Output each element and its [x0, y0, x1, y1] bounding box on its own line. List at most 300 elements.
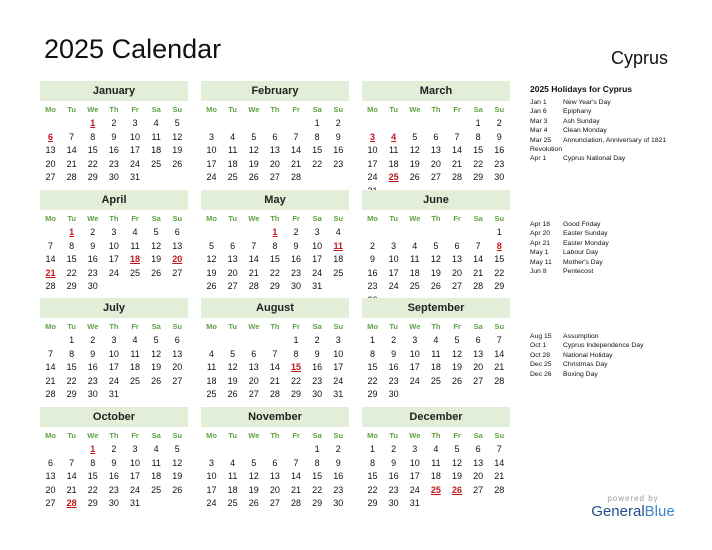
day-cell: 2: [370, 240, 376, 251]
day-cell: 18: [151, 471, 162, 482]
day-cell: 15: [66, 254, 77, 265]
day-cell: 4: [391, 131, 397, 142]
week-row: [201, 171, 349, 185]
month-header: November: [201, 407, 349, 427]
day-cell: 30: [291, 281, 302, 292]
day-cell: 18: [430, 471, 441, 482]
day-cell: 19: [227, 375, 238, 386]
week-row: [362, 348, 510, 362]
day-cell: 26: [172, 158, 183, 169]
week-row: [40, 484, 188, 498]
day-cell: 20: [248, 375, 259, 386]
day-cell: 31: [333, 389, 344, 400]
day-cell: 23: [494, 158, 505, 169]
day-cell: 30: [388, 498, 399, 509]
week-row: [362, 131, 510, 145]
month-header: August: [201, 298, 349, 318]
day-cell: 8: [69, 348, 75, 359]
weekday-label: Fr: [131, 214, 139, 223]
holiday-date: May 11: [530, 258, 552, 266]
day-cell: 18: [409, 267, 420, 278]
day-cell: 27: [45, 498, 56, 509]
day-cell: [243, 334, 264, 348]
weekday-label: Mo: [45, 431, 56, 440]
day-cell: [146, 171, 167, 185]
day-cell: 13: [269, 471, 280, 482]
day-cell: 3: [209, 457, 215, 468]
holiday-item: [530, 370, 700, 379]
weekday-label: Sa: [312, 214, 322, 223]
day-cell: 30: [388, 389, 399, 400]
weekday-label: We: [248, 322, 260, 331]
day-cell: 14: [452, 145, 463, 156]
weekday-label: Sa: [151, 322, 161, 331]
weekday-label: Sa: [473, 431, 483, 440]
weekday-row: [201, 319, 349, 334]
day-cell: [362, 226, 383, 240]
day-cell: 2: [90, 227, 96, 237]
day-cell: 9: [111, 131, 117, 142]
day-cell: 6: [48, 457, 54, 468]
month-march: [362, 81, 510, 199]
day-cell: 15: [367, 362, 378, 373]
weekday-row: [40, 102, 188, 117]
brand-logo: [588, 494, 678, 520]
week-row: [40, 240, 188, 254]
day-cell: 2: [496, 118, 502, 128]
day-cell: [167, 497, 188, 511]
month-header: January: [40, 81, 188, 101]
day-cell: 29: [312, 498, 323, 509]
weekday-label: Fr: [453, 322, 461, 331]
day-cell: 27: [248, 389, 259, 400]
day-cell: 7: [293, 131, 299, 142]
day-cell: 18: [388, 158, 399, 169]
day-cell: 15: [367, 471, 378, 482]
weekday-label: Sa: [151, 214, 161, 223]
week-row: [40, 497, 188, 511]
day-cell: 22: [66, 267, 77, 278]
weekday-label: We: [409, 214, 421, 223]
holiday-date: Apr 1: [530, 155, 547, 163]
day-cell: [125, 280, 146, 294]
weekday-label: Fr: [292, 105, 300, 114]
week-row: [362, 388, 510, 402]
day-cell: 15: [66, 362, 77, 373]
day-cell: 4: [433, 444, 439, 454]
day-cell: 24: [130, 484, 141, 495]
day-cell: 7: [251, 240, 257, 251]
month-header: September: [362, 298, 510, 318]
weekday-label: Sa: [312, 431, 322, 440]
holiday-item: [530, 248, 700, 257]
day-cell: [201, 226, 222, 240]
day-cell: 12: [452, 457, 463, 468]
day-cell: [146, 280, 167, 294]
weekday-label: Mo: [206, 322, 217, 331]
weekday-label: Su: [172, 105, 183, 114]
holiday-name: Boxing Day: [563, 370, 598, 378]
day-cell: 2: [314, 335, 320, 345]
day-cell: 17: [130, 145, 141, 156]
day-cell: 11: [130, 348, 140, 359]
day-cell: 12: [172, 457, 183, 468]
day-cell: 12: [452, 348, 463, 359]
weekday-label: Tu: [67, 105, 76, 114]
day-cell: 17: [108, 254, 119, 265]
holiday-item: [530, 351, 700, 360]
holiday-date: Mar 4: [530, 127, 548, 135]
day-cell: 13: [473, 348, 484, 359]
month-may: [201, 190, 349, 294]
weekday-label: Th: [109, 214, 119, 223]
day-cell: [383, 226, 404, 240]
day-cell: 16: [108, 145, 119, 156]
day-cell: 9: [314, 348, 320, 359]
day-cell: 27: [452, 281, 463, 292]
day-cell: [40, 334, 61, 348]
day-cell: 17: [333, 362, 344, 373]
day-cell: 17: [409, 471, 420, 482]
day-cell: 7: [496, 335, 502, 345]
day-cell: 16: [291, 254, 302, 265]
day-cell: [167, 171, 188, 185]
day-cell: 27: [473, 484, 484, 495]
day-cell: 22: [87, 158, 98, 169]
day-cell: 31: [312, 281, 323, 292]
day-cell: [146, 497, 167, 511]
week-row: [40, 375, 188, 389]
day-cell: 4: [132, 227, 138, 237]
week-row: [201, 443, 349, 457]
day-cell: 14: [45, 254, 56, 265]
weekday-label: Mo: [367, 214, 378, 223]
day-cell: 19: [452, 471, 463, 482]
week-row: [201, 131, 349, 145]
holiday-date: Oct 1: [530, 342, 547, 350]
day-cell: 13: [45, 145, 56, 156]
holiday-date: Oct 28: [530, 351, 551, 359]
day-cell: 8: [272, 240, 278, 251]
day-cell: 9: [391, 457, 397, 468]
weekday-label: We: [87, 431, 99, 440]
day-cell: [425, 117, 446, 131]
day-cell: 6: [174, 335, 180, 345]
weekday-label: We: [87, 322, 99, 331]
day-cell: 29: [66, 389, 77, 400]
weekday-label: Su: [172, 322, 183, 331]
holiday-name: Easter Monday: [563, 239, 609, 247]
week-row: [40, 253, 188, 267]
day-cell: 25: [130, 375, 141, 386]
day-cell: [307, 171, 328, 185]
day-cell: 3: [335, 335, 341, 345]
day-cell: 28: [473, 281, 484, 292]
day-cell: [222, 443, 243, 457]
day-cell: 22: [269, 267, 280, 278]
day-cell: 19: [206, 267, 217, 278]
day-cell: 18: [130, 254, 141, 265]
holiday-name: Cyprus National Day: [563, 155, 626, 163]
weekday-label: Su: [172, 431, 183, 440]
week-row: [362, 484, 510, 498]
weekday-label: Mo: [206, 431, 217, 440]
day-cell: 27: [473, 375, 484, 386]
day-cell: 14: [66, 145, 77, 156]
holiday-date: Jan 6: [530, 108, 547, 116]
holiday-name: Easter Sunday: [563, 230, 608, 238]
day-cell: 1: [370, 444, 376, 454]
holiday-item: [530, 136, 700, 145]
month-june: [362, 190, 510, 308]
week-row: [40, 388, 188, 402]
day-cell: 21: [291, 484, 302, 495]
day-cell: 29: [87, 498, 98, 509]
day-cell: 10: [108, 240, 119, 251]
holiday-date: Mar 3: [530, 117, 548, 125]
holiday-name: Epiphany: [563, 108, 592, 116]
month-header: March: [362, 81, 510, 101]
day-cell: 6: [251, 348, 257, 359]
week-row: [362, 158, 510, 172]
day-cell: 23: [87, 267, 98, 278]
day-cell: 4: [153, 444, 159, 454]
day-cell: [167, 388, 188, 402]
weekday-label: Fr: [292, 214, 300, 223]
weekday-label: Su: [494, 214, 505, 223]
weekday-label: We: [87, 105, 99, 114]
day-cell: 2: [111, 118, 117, 128]
week-row: [201, 226, 349, 240]
day-cell: 12: [248, 145, 259, 156]
day-cell: 1: [475, 118, 481, 128]
day-cell: 10: [130, 131, 141, 142]
day-cell: 30: [333, 498, 344, 509]
day-cell: 26: [452, 375, 463, 386]
holiday-item: [530, 107, 700, 116]
weekday-label: We: [409, 322, 421, 331]
day-cell: 29: [87, 172, 98, 183]
day-cell: 12: [206, 254, 217, 265]
day-cell: 9: [391, 348, 397, 359]
day-cell: 10: [367, 145, 378, 156]
weekday-label: Tu: [228, 431, 237, 440]
day-cell: 19: [430, 267, 441, 278]
day-cell: 9: [90, 348, 96, 359]
day-cell: 7: [496, 444, 502, 454]
week-row: [362, 226, 510, 240]
day-cell: 12: [248, 471, 259, 482]
weekday-label: Mo: [367, 431, 378, 440]
day-cell: 11: [228, 471, 238, 482]
day-cell: 8: [69, 240, 75, 251]
day-cell: 30: [87, 281, 98, 292]
day-cell: 10: [130, 457, 141, 468]
month-august: [201, 298, 349, 402]
day-cell: 21: [66, 484, 77, 495]
day-cell: [383, 117, 404, 131]
day-cell: 16: [312, 362, 323, 373]
day-cell: 14: [45, 362, 56, 373]
day-cell: 16: [494, 145, 505, 156]
day-cell: 14: [494, 348, 505, 359]
day-cell: 8: [496, 240, 502, 251]
holiday-date: Aug 15: [530, 333, 552, 340]
holiday-name: National Holiday: [563, 351, 613, 359]
weekday-label: Sa: [312, 322, 322, 331]
week-row: [40, 348, 188, 362]
day-cell: 13: [430, 145, 441, 156]
day-cell: 23: [333, 158, 344, 169]
day-cell: 28: [269, 389, 280, 400]
week-row: [201, 158, 349, 172]
weekday-label: Sa: [473, 214, 483, 223]
month-october: [40, 407, 188, 511]
day-cell: 8: [314, 131, 320, 142]
day-cell: 25: [227, 498, 238, 509]
day-cell: 19: [248, 484, 259, 495]
day-cell: 13: [248, 362, 259, 373]
day-cell: 12: [227, 362, 238, 373]
day-cell: 8: [90, 131, 96, 142]
day-cell: 21: [66, 158, 77, 169]
day-cell: 17: [367, 158, 378, 169]
week-row: [40, 280, 188, 294]
week-row: [40, 457, 188, 471]
day-cell: 7: [69, 457, 75, 468]
weekday-label: We: [409, 105, 421, 114]
weekday-label: Th: [431, 322, 441, 331]
day-cell: 10: [108, 348, 119, 359]
day-cell: [489, 388, 510, 402]
day-cell: [40, 226, 61, 240]
day-cell: 10: [409, 457, 420, 468]
month-header: April: [40, 190, 188, 210]
weekday-label: Su: [494, 322, 505, 331]
day-cell: 11: [389, 145, 399, 156]
holiday-name: Good Friday: [563, 221, 601, 228]
day-cell: 11: [130, 240, 140, 251]
weekday-label: Fr: [131, 105, 139, 114]
week-row: [362, 443, 510, 457]
day-cell: 30: [87, 389, 98, 400]
day-cell: 28: [66, 172, 77, 183]
day-cell: 28: [248, 281, 259, 292]
day-cell: 26: [172, 484, 183, 495]
weekday-label: Mo: [45, 322, 56, 331]
weekday-label: Tu: [228, 105, 237, 114]
day-cell: 6: [174, 227, 180, 237]
day-cell: 11: [228, 145, 238, 156]
day-cell: 24: [312, 267, 323, 278]
day-cell: 19: [172, 471, 183, 482]
week-row: [201, 361, 349, 375]
weekday-label: Sa: [151, 431, 161, 440]
day-cell: 3: [132, 444, 138, 454]
day-cell: 16: [87, 362, 98, 373]
day-cell: 25: [388, 172, 399, 183]
day-cell: [404, 117, 425, 131]
month-header: December: [362, 407, 510, 427]
weekday-label: Mo: [367, 322, 378, 331]
day-cell: 6: [272, 457, 278, 468]
day-cell: 30: [108, 172, 119, 183]
day-cell: 23: [291, 267, 302, 278]
day-cell: 26: [206, 281, 217, 292]
day-cell: 26: [430, 281, 441, 292]
day-cell: 6: [454, 240, 460, 251]
holiday-name: Pentecost: [563, 268, 594, 276]
holiday-date: Revolution: [530, 146, 563, 154]
weekday-label: Fr: [131, 322, 139, 331]
day-cell: 26: [452, 484, 463, 495]
day-cell: [201, 443, 222, 457]
day-cell: [286, 443, 307, 457]
holiday-date: Dec 26: [530, 370, 552, 378]
day-cell: [222, 226, 243, 240]
holiday-item: [530, 258, 700, 267]
day-cell: 9: [111, 457, 117, 468]
day-cell: [264, 443, 285, 457]
day-cell: 13: [473, 457, 484, 468]
day-cell: 4: [335, 227, 341, 237]
day-cell: [468, 226, 489, 240]
day-cell: 21: [269, 375, 280, 386]
day-cell: 21: [494, 362, 505, 373]
weekday-label: Tu: [389, 105, 398, 114]
day-cell: 8: [293, 348, 299, 359]
weekday-label: Tu: [389, 322, 398, 331]
day-cell: [447, 117, 468, 131]
day-cell: 23: [388, 375, 399, 386]
week-row: [362, 253, 510, 267]
day-cell: 15: [291, 362, 302, 373]
day-cell: 28: [45, 389, 56, 400]
day-cell: 16: [333, 471, 344, 482]
holiday-item: [530, 126, 700, 135]
day-cell: 21: [45, 267, 56, 278]
week-row: [40, 117, 188, 131]
day-cell: 3: [132, 118, 138, 128]
month-header: October: [40, 407, 188, 427]
day-cell: 14: [494, 457, 505, 468]
week-row: [201, 497, 349, 511]
day-cell: 2: [335, 444, 341, 454]
day-cell: 7: [48, 240, 54, 251]
day-cell: 21: [45, 375, 56, 386]
weekday-label: Th: [431, 431, 441, 440]
weekday-label: Tu: [67, 322, 76, 331]
day-cell: 25: [151, 484, 162, 495]
week-row: [201, 348, 349, 362]
day-cell: [103, 280, 124, 294]
brand-powered-by: powered by: [607, 494, 659, 503]
day-cell: 1: [69, 335, 75, 345]
day-cell: [243, 117, 264, 131]
week-row: [201, 457, 349, 471]
day-cell: 15: [312, 145, 323, 156]
day-cell: 13: [269, 145, 280, 156]
day-cell: 20: [430, 158, 441, 169]
weekday-row: [40, 211, 188, 226]
day-cell: 23: [87, 375, 98, 386]
day-cell: 28: [494, 484, 505, 495]
weekday-label: We: [87, 214, 99, 223]
day-cell: 25: [333, 267, 344, 278]
day-cell: 25: [430, 484, 441, 495]
day-cell: 15: [87, 471, 98, 482]
week-row: [201, 280, 349, 294]
